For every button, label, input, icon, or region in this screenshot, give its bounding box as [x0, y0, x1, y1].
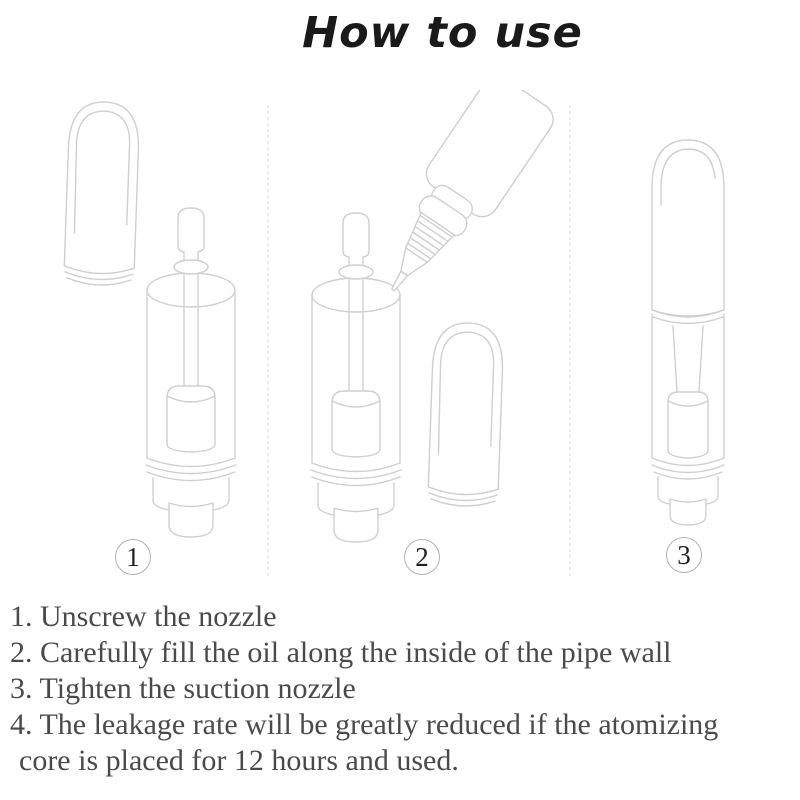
page-title: How to use — [302, 8, 583, 58]
step-number: 1 — [126, 541, 140, 572]
oil-bottle — [360, 90, 559, 312]
mouthpiece-cap — [64, 101, 140, 286]
step-number-badge-1 — [115, 539, 151, 575]
step-2-illustration — [311, 90, 559, 542]
bottle-needle — [390, 271, 408, 292]
step-number: 2 — [415, 541, 429, 572]
instruction-line-4: 4. The leakage rate will be greatly reduced if the atomizing — [10, 708, 719, 741]
step-1-illustration — [64, 101, 236, 537]
cartridge-body — [146, 208, 236, 537]
step-3-illustration — [652, 140, 724, 525]
step-number-badge-2 — [404, 539, 440, 575]
assembled-cartridge — [652, 140, 724, 525]
instruction-line-2: 2. Carefully fill the oil along the inside of the pipe wall — [10, 636, 672, 669]
mouthpiece-cap — [428, 322, 504, 507]
cartridge-body — [311, 213, 401, 542]
step-number-badge-3 — [666, 537, 702, 573]
instruction-list — [10, 599, 796, 779]
instruction-diagram — [0, 90, 800, 580]
step-number: 3 — [677, 539, 691, 570]
instruction-line-4-continued: core is placed for 12 hours and used. — [19, 744, 459, 777]
instruction-line-1: 1. Unscrew the nozzle — [10, 600, 277, 633]
instruction-line-3: 3. Tighten the suction nozzle — [10, 672, 356, 705]
